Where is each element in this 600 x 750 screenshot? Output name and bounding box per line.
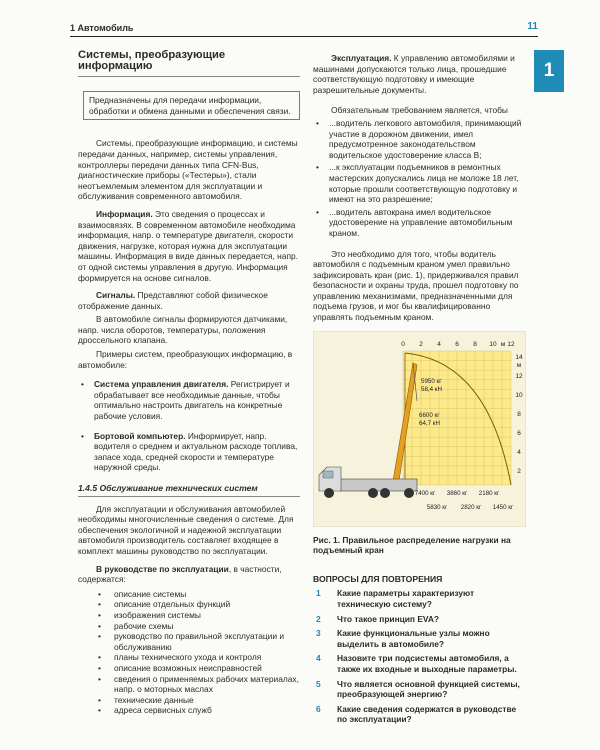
term-signals: Сигналы. bbox=[96, 290, 136, 301]
question-number: 4 bbox=[316, 653, 321, 664]
list-item: • описание системы bbox=[98, 588, 187, 599]
question-text: Какие сведения содержатся в руководстве по эксплуатации? bbox=[337, 703, 517, 725]
manual-contents-list bbox=[98, 589, 300, 716]
bullet-onboard-computer: • Бортовой компьютер. Информирует, напр. водителя о среднем и актуальном расходе топлива, запасе хода, средней скорости и температуре наружной среды. bbox=[81, 430, 298, 473]
requirement-item: • ...водитель автокрана имел водительское удостоверение на управление автомобильным краном. bbox=[316, 206, 513, 238]
question-item bbox=[313, 614, 528, 625]
y-tick-label: 10 bbox=[515, 391, 523, 399]
intro-box: Предназначены для передачи информации, обработки и обмена данными и обеспечения связи. bbox=[83, 91, 300, 120]
load-label: 58,4 кН bbox=[421, 385, 442, 393]
list-item: • изображения системы bbox=[98, 609, 201, 620]
chapter-tab: 1 bbox=[534, 50, 564, 92]
question-text: Что такое принцип EVA? bbox=[337, 613, 440, 624]
bottom-load-label: 3860 кг bbox=[446, 489, 468, 497]
question-text: Назовите три подсистемы автомобиля, а также их входные и выходные параметры. bbox=[337, 653, 517, 674]
question-item bbox=[313, 704, 528, 725]
y-tick-label: 12 bbox=[515, 372, 523, 380]
question-number: 3 bbox=[316, 628, 321, 639]
load-label: 5950 кг bbox=[421, 377, 442, 385]
question-text: Какие функциональные узлы можно выделить в автомобиле? bbox=[337, 628, 490, 649]
y-tick-label: 14 bbox=[515, 353, 523, 361]
question-number: 2 bbox=[316, 613, 321, 624]
list-item: • технические данные bbox=[98, 694, 194, 705]
x-tick-label: 0 bbox=[401, 340, 405, 348]
paragraph-operation: Эксплуатация. К управлению автомобилями и машинами допускаются только лица, прошедшие соответствующую подготовку и имеющие разрешительные документы. bbox=[313, 53, 515, 95]
requirements-intro: Обязательным требованием является, чтобы bbox=[331, 105, 508, 116]
list-item: • планы технического ухода и контроля bbox=[98, 652, 262, 663]
load-label: 6600 кг bbox=[419, 411, 440, 419]
paragraph-intro: Системы, преобразующие информацию, и системы передачи данных, например, системы управления, контроллеры передачи данных типа CFN-Bus, диагностические приборы («Тестеры»), стали неотъемлемым элементом для эксплуатации и обслуживания современного автомобиля. bbox=[78, 138, 298, 202]
question-text: Что является основной функцией системы, преобразующей энергию? bbox=[337, 678, 520, 700]
bottom-load-label: 5830 кг bbox=[426, 503, 448, 511]
list-item: • рабочие схемы bbox=[98, 620, 174, 631]
chapter-label: 1 Автомобиль bbox=[70, 23, 134, 33]
list-item: • описание возможных неисправностей bbox=[98, 662, 262, 673]
paragraph-examples: Примеры систем, преобразующих информацию, в автомобиле: bbox=[78, 349, 293, 370]
questions-title: ВОПРОСЫ ДЛЯ ПОВТОРЕНИЯ bbox=[313, 573, 443, 584]
paragraph-signals: Сигналы. Представляют собой физическое отображение данных. bbox=[78, 290, 268, 311]
x-tick-label: 2 bbox=[419, 340, 423, 348]
paragraph-information: Информация. Это сведения о процессах и взаимосвязях. В современном автомобиле необходима информация, напр. о температуре двигателя, скорости движения, нагрузке, которая нужна для эксплуатации машины. Информация в виде данных передается, напр. от одной системы управления в другую. Информация формируется на основе сигналов. bbox=[78, 208, 298, 283]
y-tick-label: 8 bbox=[517, 410, 521, 418]
term-information: Информация. bbox=[96, 208, 153, 219]
question-item bbox=[313, 628, 528, 649]
bottom-load-label: 7400 кг bbox=[414, 489, 436, 497]
requirement-item: • ...к эксплуатации подъемников в ремонтных мастерских допускались лица не моложе 18 лет, которые прошли соответствующую подготовку и имеют на это разрешение; bbox=[316, 162, 519, 205]
page-number: 11 bbox=[527, 21, 538, 32]
paragraph-crane: Это необходимо для того, чтобы водитель автомобиля с подъемным краном умел правильно зафиксировать кран (рис. 1), придерживался правил безопасности и охраны труда, прошел подготовку по управлению механизмами, предназначенными для подъема грузов, и мог бы квалифицированно управлять подъемным краном. bbox=[313, 248, 519, 323]
x-tick-label: 4 bbox=[437, 340, 441, 348]
list-item: • руководство по правильной эксплуатации и обслуживанию bbox=[98, 631, 285, 652]
x-tick-label: 10 bbox=[489, 340, 497, 348]
y-tick-label: 4 bbox=[517, 448, 521, 456]
crane-diagram-svg bbox=[313, 331, 526, 527]
paragraph-manual: В руководстве по эксплуатации, в частности, содержатся: bbox=[78, 563, 282, 585]
bullet-engine-control: • Система управления двигателя. Регистрирует и обрабатывает все необходимые данные, чтобы оптимально настроить двигатель на конкретные рабочие условия. bbox=[81, 379, 290, 422]
question-item bbox=[313, 653, 528, 674]
section-title: Системы, преобразующие информацию bbox=[78, 50, 300, 77]
question-number: 1 bbox=[316, 588, 321, 599]
y-tick-label: 6 bbox=[517, 429, 521, 437]
x-tick-label: 12 bbox=[507, 340, 515, 348]
bottom-load-label: 2180 кг bbox=[478, 489, 500, 497]
question-item bbox=[313, 679, 528, 700]
list-item: • адреса сервисных служб bbox=[98, 705, 212, 716]
questions-list bbox=[313, 588, 528, 725]
page-header bbox=[70, 21, 538, 37]
right-column bbox=[313, 40, 528, 725]
bottom-load-label: 1450 кг bbox=[492, 503, 514, 511]
paragraph-service: Для эксплуатации и обслуживания автомобилей необходимы многочисленные сведения о системе. Для обеспечения экологичной и надежной эксплуатации автомобиля производитель составляет входящее в комплект машины руководство по эксплуатации. bbox=[78, 503, 294, 556]
figure-caption: Рис. 1. Правильное распределение нагрузки на подъемный кран bbox=[313, 534, 511, 556]
x-tick-label: 8 bbox=[473, 340, 477, 348]
y-tick-label: 2 bbox=[517, 467, 521, 475]
load-label: 64,7 кН bbox=[419, 419, 440, 427]
bottom-load-label: 2820 кг bbox=[460, 503, 482, 511]
question-item bbox=[313, 588, 528, 609]
paragraph-signals-2: В автомобиле сигналы формируются датчиками, напр. числа оборотов, температуры, положения дроссельного клапана. bbox=[78, 314, 288, 346]
subsection-title: 1.4.5 Обслуживание технических систем bbox=[78, 483, 300, 497]
question-number: 5 bbox=[316, 678, 321, 689]
requirement-item: • ...водитель легкового автомобиля, принимающий участие в дорожном движении, имел предусмотренное законодательством водительское удостоверение класса B; bbox=[316, 117, 522, 160]
x-tick-label: м bbox=[500, 340, 506, 348]
y-tick-label: м bbox=[516, 361, 522, 369]
x-tick-label: 6 bbox=[455, 340, 459, 348]
list-item: • описание отдельных функций bbox=[98, 599, 231, 610]
question-text: Какие параметры характеризуют техническую систему? bbox=[337, 588, 475, 610]
left-column bbox=[78, 40, 300, 716]
list-item: • сведения о применяемых рабочих материалах, напр. о моторных маслах bbox=[98, 673, 299, 695]
crane-load-diagram bbox=[313, 331, 526, 527]
question-number: 6 bbox=[316, 703, 321, 714]
